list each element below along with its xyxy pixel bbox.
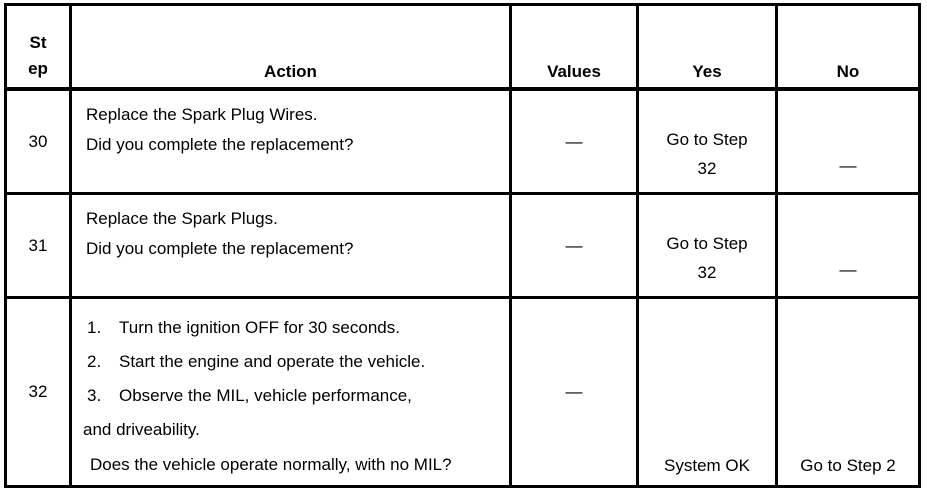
yes-line: 32 bbox=[697, 158, 717, 178]
row-31-action-cell bbox=[72, 195, 512, 299]
action-list-item bbox=[83, 311, 495, 345]
step-number: 30 bbox=[28, 131, 48, 151]
action-line: Replace the Spark Plugs. bbox=[86, 209, 278, 228]
no-result: Go to Step 2 bbox=[800, 456, 896, 475]
values-dash: — bbox=[565, 131, 583, 151]
yes-line: 32 bbox=[697, 262, 717, 282]
row-31-no-cell bbox=[778, 195, 918, 299]
row-30-values-cell bbox=[512, 91, 639, 195]
action-line: Did you complete the replacement? bbox=[86, 135, 354, 154]
step-number: 31 bbox=[28, 235, 48, 255]
header-yes-label: Yes bbox=[692, 62, 722, 81]
row-32-yes-cell bbox=[639, 299, 778, 485]
list-number: 2. bbox=[87, 352, 102, 371]
header-action-label: Action bbox=[264, 62, 317, 81]
row-30-action-cell bbox=[72, 91, 512, 195]
header-step-cell bbox=[7, 6, 72, 91]
action-list-item bbox=[83, 345, 495, 379]
header-step-label bbox=[28, 30, 48, 82]
no-dash: — bbox=[839, 156, 857, 175]
header-yes-cell bbox=[639, 6, 778, 91]
action-question: Does the vehicle operate normally, with no MIL? bbox=[90, 455, 452, 474]
list-number: 1. bbox=[87, 318, 102, 337]
values-dash: — bbox=[565, 235, 583, 255]
action-line: Did you complete the replacement? bbox=[86, 239, 354, 258]
header-step-line1: St bbox=[29, 33, 47, 52]
row-31-step-cell bbox=[7, 195, 72, 299]
list-text: Turn the ignition OFF for 30 seconds. bbox=[119, 318, 400, 337]
row-30-no-cell bbox=[778, 91, 918, 195]
yes-line: Go to Step bbox=[666, 129, 748, 149]
action-line: Replace the Spark Plug Wires. bbox=[86, 105, 318, 124]
header-no-cell bbox=[778, 6, 918, 91]
action-continuation-line: and driveability. bbox=[83, 420, 200, 439]
action-list-item bbox=[83, 379, 495, 413]
yes-result: System OK bbox=[664, 456, 750, 475]
values-dash: — bbox=[565, 382, 583, 401]
row-32-step-cell bbox=[7, 299, 72, 485]
row-32-no-cell bbox=[778, 299, 918, 485]
diagnostic-table bbox=[4, 3, 921, 488]
list-text: Start the engine and operate the vehicle. bbox=[119, 352, 426, 371]
row-30-yes-cell bbox=[639, 91, 778, 195]
row-30-step-cell bbox=[7, 91, 72, 195]
list-number: 3. bbox=[87, 386, 102, 405]
row-32-action-cell bbox=[72, 299, 512, 485]
header-no-label: No bbox=[836, 62, 860, 81]
row-31-yes-cell bbox=[639, 195, 778, 299]
header-step-line2: ep bbox=[28, 59, 48, 78]
list-text: Observe the MIL, vehicle performance, bbox=[119, 386, 412, 405]
header-action-cell bbox=[72, 6, 512, 91]
header-values-cell bbox=[512, 6, 639, 91]
row-32-values-cell bbox=[512, 299, 639, 485]
no-dash: — bbox=[839, 260, 857, 279]
yes-line: Go to Step bbox=[666, 233, 748, 253]
step-number: 32 bbox=[28, 382, 48, 401]
row-31-values-cell bbox=[512, 195, 639, 299]
header-values-label: Values bbox=[547, 62, 601, 81]
